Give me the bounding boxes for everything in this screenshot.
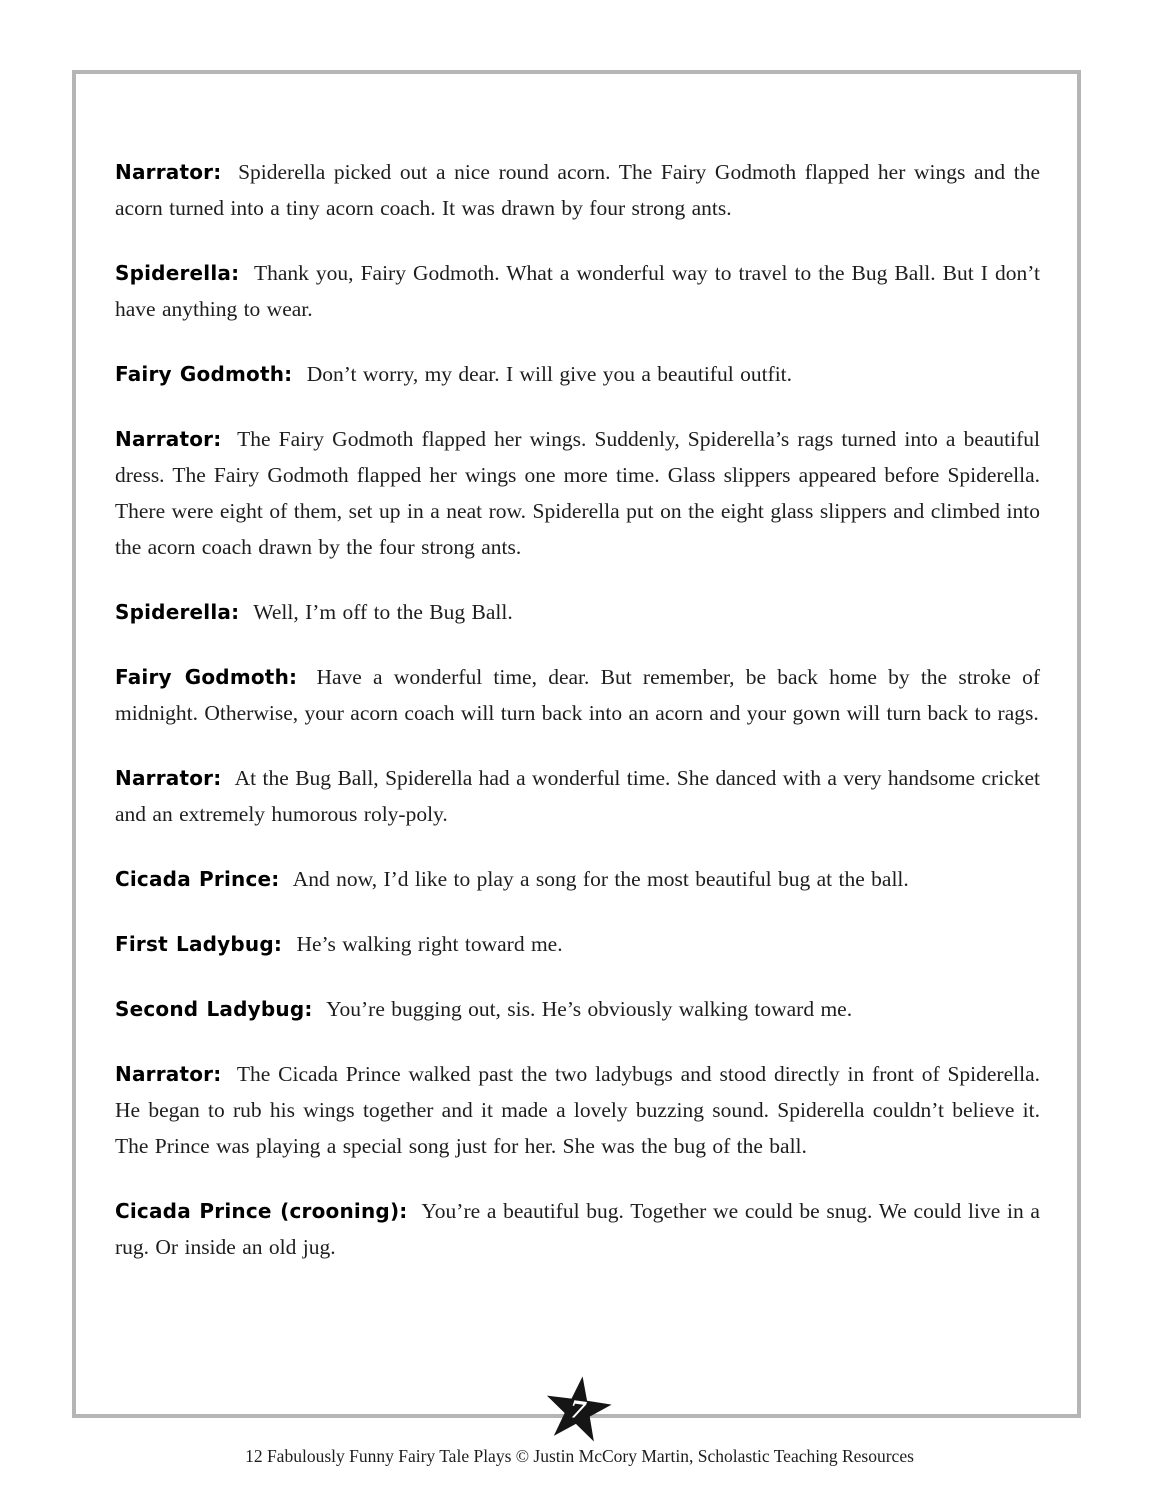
dialogue-text: Don’t worry, my dear. I will give you a beautiful outfit.: [300, 362, 793, 386]
speaker-name: Second Ladybug:: [115, 997, 313, 1021]
dialogue-line: [115, 991, 1040, 1027]
page-number-star: [538, 1365, 618, 1454]
dialogue-text: Spiderella picked out a nice round acorn. The Fairy Godmoth flapped her wings and the acorn turned into a tiny acorn coach. It was drawn by four strong ants.: [115, 160, 1040, 220]
dialogue-text: He’s walking right toward me.: [290, 932, 563, 956]
dialogue-line: [115, 861, 1040, 897]
speaker-name: First Ladybug:: [115, 932, 283, 956]
speaker-name: Spiderella:: [115, 261, 240, 285]
dialogue-line: [115, 255, 1040, 327]
dialogue-line: [115, 421, 1040, 565]
dialogue-text: And now, I’d like to play a song for the most beautiful bug at the ball.: [287, 867, 909, 891]
dialogue-text: Thank you, Fairy Godmoth. What a wonderful way to travel to the Bug Ball. But I don’t have anything to wear.: [115, 261, 1040, 321]
dialogue-line: [115, 154, 1040, 226]
dialogue-text: Well, I’m off to the Bug Ball.: [247, 600, 513, 624]
dialogue-text: At the Bug Ball, Spiderella had a wonderful time. She danced with a very handsome cricket and an extremely humorous roly-poly.: [115, 766, 1040, 826]
speaker-name: Narrator:: [115, 427, 222, 451]
speaker-name: Cicada Prince:: [115, 867, 280, 891]
speaker-name: Narrator:: [115, 160, 222, 184]
dialogue-text: The Fairy Godmoth flapped her wings. Suddenly, Spiderella’s rags turned into a beautiful dress. The Fairy Godmoth flapped her wings one more time. Glass slippers appeared before Spiderella. There were eight of them, set up in a neat row. Spiderella put on the eight glass slippers and climbed into the acorn coach drawn by the four strong ants.: [115, 427, 1040, 559]
speaker-name: Cicada Prince (crooning):: [115, 1199, 408, 1223]
dialogue-line: [115, 356, 1040, 392]
dialogue-line: [115, 659, 1040, 731]
dialogue-line: [115, 1193, 1040, 1265]
dialogue-line: [115, 760, 1040, 832]
dialogue-line: [115, 594, 1040, 630]
script-body: [115, 154, 1040, 1294]
dialogue-text: Have a wonderful time, dear. But remember, be back home by the stroke of midnight. Otherwise, your acorn coach will turn back into an acorn and your gown will turn back to rags.: [115, 665, 1041, 725]
speaker-name: Fairy Godmoth:: [115, 362, 293, 386]
speaker-name: Spiderella:: [115, 600, 240, 624]
footer-credit: 12 Fabulously Funny Fairy Tale Plays © Justin McCory Martin, Scholastic Teaching Resources: [245, 1446, 914, 1466]
dialogue-text: You’re a beautiful bug. Together we could be snug. We could live in a rug. Or inside an old jug.: [115, 1199, 1040, 1259]
speaker-name: Narrator:: [115, 1062, 222, 1086]
page-frame: [72, 70, 1081, 1418]
page-number: 7: [567, 1395, 588, 1426]
dialogue-text: The Cicada Prince walked past the two ladybugs and stood directly in front of Spiderella. He began to rub his wings together and it made a lovely buzzing sound. Spiderella couldn’t believe it. The Prince was playing a special song just for her. She was the bug of the ball.: [115, 1062, 1040, 1158]
star-icon: [538, 1365, 618, 1454]
speaker-name: Fairy Godmoth:: [115, 665, 298, 689]
speaker-name: Narrator:: [115, 766, 222, 790]
dialogue-line: [115, 1056, 1040, 1164]
dialogue-text: You’re bugging out, sis. He’s obviously walking toward me.: [320, 997, 853, 1021]
dialogue-line: [115, 926, 1040, 962]
